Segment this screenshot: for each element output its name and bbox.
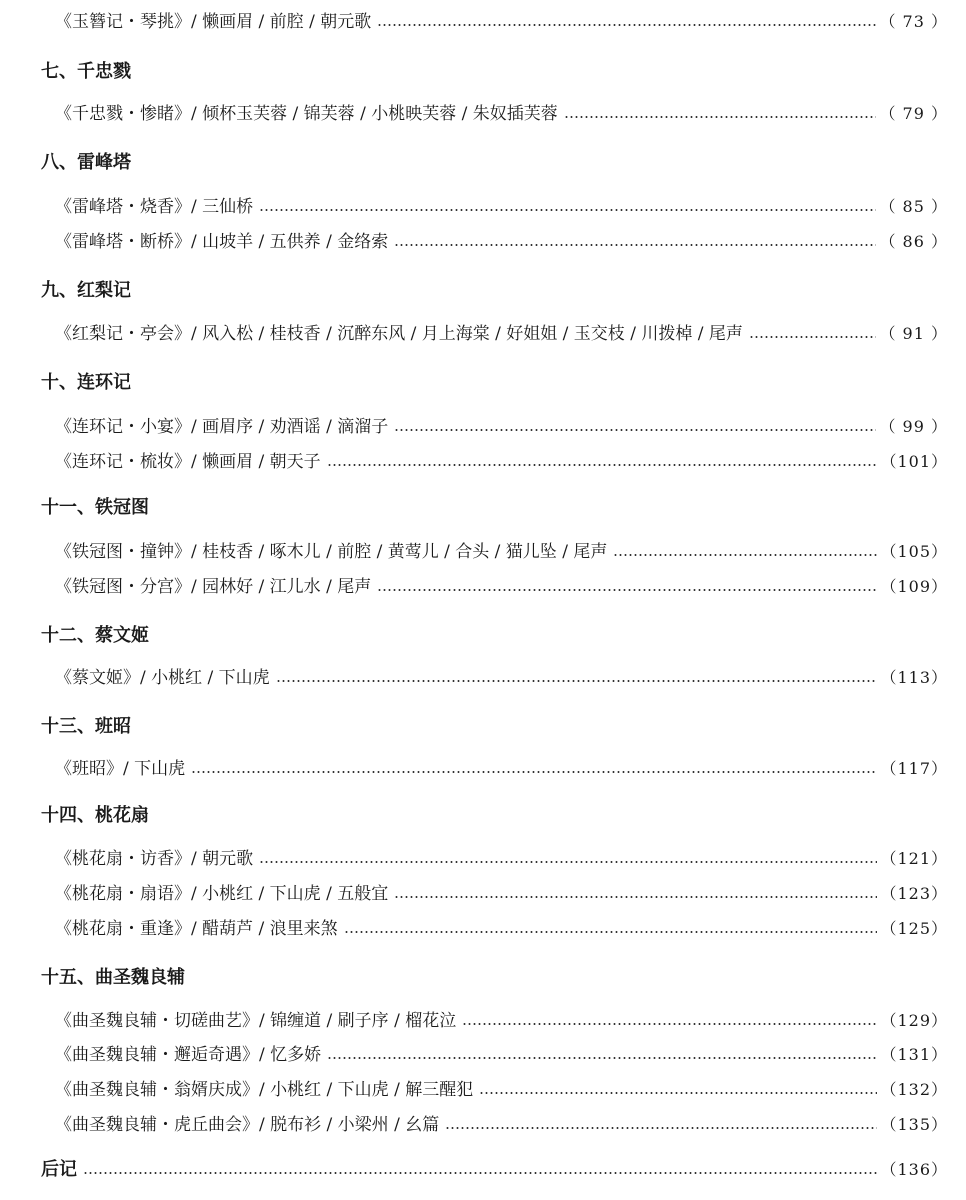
toc-entry[interactable] [55,757,948,781]
section-heading: 十三、班昭 [41,716,131,737]
page-number: （ 99 ） [879,417,948,436]
page-number: （125） [880,919,948,938]
entry-title: 《连环记・梳妆》/ 懒画眉 / 朝天子 [55,452,321,472]
page-number: （ 79 ） [879,104,948,123]
dot-leader [344,931,878,933]
entry-title: 《曲圣魏良辅・邂逅奇遇》/ 忆多娇 [55,1045,322,1065]
dot-leader [394,896,877,898]
section-heading: 十、连环记 [41,372,131,393]
entry-title: 《曲圣魏良辅・虎丘曲会》/ 脱布衫 / 小梁州 / 幺篇 [55,1115,440,1135]
entry-title: 《雷峰塔・断桥》/ 山坡羊 / 五供养 / 金络索 [55,232,389,252]
dot-leader [191,771,877,773]
page-number: （121） [880,849,948,868]
entry-title: 《雷峰塔・烧香》/ 三仙桥 [55,197,254,217]
entry-title: 《桃花扇・重逢》/ 醋葫芦 / 浪里来煞 [55,919,338,939]
section-heading: 七、千忠戮 [41,61,131,82]
dot-leader [445,1127,877,1129]
page-number: （ 91 ） [879,324,948,343]
toc-entry[interactable] [55,575,948,599]
page-number: （117） [880,759,948,778]
page-number: （123） [880,884,948,903]
entry-title: 《玉簪记・琴挑》/ 懒画眉 / 前腔 / 朝元歌 [55,12,372,32]
toc-entry[interactable] [55,415,948,439]
section-heading: 八、雷峰塔 [41,152,131,173]
afterword-entry[interactable] [41,1158,948,1182]
dot-leader [377,24,876,26]
page-number: （109） [880,577,948,596]
entry-title: 《桃花扇・访香》/ 朝元歌 [55,849,254,869]
section-heading: 十四、桃花扇 [41,805,149,826]
dot-leader [479,1092,877,1094]
page-number: （ 85 ） [879,197,948,216]
dot-leader [327,464,878,466]
toc-entry[interactable] [55,1043,948,1067]
page-number: （101） [880,452,948,471]
dot-leader [377,589,877,591]
toc-entry[interactable] [55,1009,948,1033]
entry-title: 《铁冠图・撞钟》/ 桂枝香 / 啄木儿 / 前腔 / 黄莺儿 / 合头 / 猫儿坠 / 尾声 [55,542,608,562]
section-heading: 十一、铁冠图 [41,497,149,518]
entry-title: 《桃花扇・扇语》/ 小桃红 / 下山虎 / 五般宜 [55,884,389,904]
toc-entry[interactable] [55,195,948,219]
entry-title: 《曲圣魏良辅・翁婿庆成》/ 小桃红 / 下山虎 / 解三醒犯 [55,1080,474,1100]
toc-entry[interactable] [55,102,948,126]
dot-leader [749,336,877,338]
dot-leader [394,429,876,431]
toc-entry[interactable] [55,10,948,34]
toc-entry[interactable] [55,882,948,906]
entry-title: 《铁冠图・分宫》/ 园林好 / 江儿水 / 尾声 [55,577,372,597]
toc-entry[interactable] [55,1113,948,1137]
entry-title: 《蔡文姬》/ 小桃红 / 下山虎 [55,668,270,688]
entry-title: 后记 [41,1159,77,1180]
toc-entry[interactable] [55,666,948,690]
entry-title: 《曲圣魏良辅・切磋曲艺》/ 锦缠道 / 刷子序 / 榴花泣 [55,1011,457,1031]
dot-leader [564,116,877,118]
page-number: （105） [880,542,948,561]
section-heading: 十五、曲圣魏良辅 [41,967,185,988]
entry-title: 《红梨记・亭会》/ 风入松 / 桂枝香 / 沉醉东风 / 月上海棠 / 好姐姐 / 玉交枝 / 川拨棹 / 尾声 [55,324,743,344]
dot-leader [259,861,877,863]
toc-entry[interactable] [55,540,948,564]
toc-entry[interactable] [55,1078,948,1102]
entry-title: 《班昭》/ 下山虎 [55,759,186,779]
dot-leader [394,244,876,246]
page-number: （ 73 ） [879,12,948,31]
entry-title: 《千忠戮・惨睹》/ 倾杯玉芙蓉 / 锦芙蓉 / 小桃映芙蓉 / 朱奴插芙蓉 [55,104,558,124]
toc-entry[interactable] [55,917,948,941]
dot-leader [613,554,877,556]
page-number: （129） [880,1011,948,1030]
dot-leader [462,1023,877,1025]
page-number: （113） [880,668,948,687]
toc-entry[interactable] [55,847,948,871]
toc-entry[interactable] [55,450,948,474]
dot-leader [276,680,878,682]
page-number: （135） [880,1115,948,1134]
page-number: （131） [880,1045,948,1064]
entry-title: 《连环记・小宴》/ 画眉序 / 劝酒谣 / 滴溜子 [55,417,389,437]
dot-leader [327,1057,877,1059]
toc-entry[interactable] [55,230,948,254]
page-number: （136） [880,1160,948,1179]
section-heading: 十二、蔡文姬 [41,625,149,646]
toc-entry[interactable] [55,322,948,346]
page-number: （ 86 ） [879,232,948,251]
page-number: （132） [880,1080,948,1099]
dot-leader [259,209,876,211]
section-heading: 九、红梨记 [41,280,131,301]
dot-leader [83,1172,877,1174]
